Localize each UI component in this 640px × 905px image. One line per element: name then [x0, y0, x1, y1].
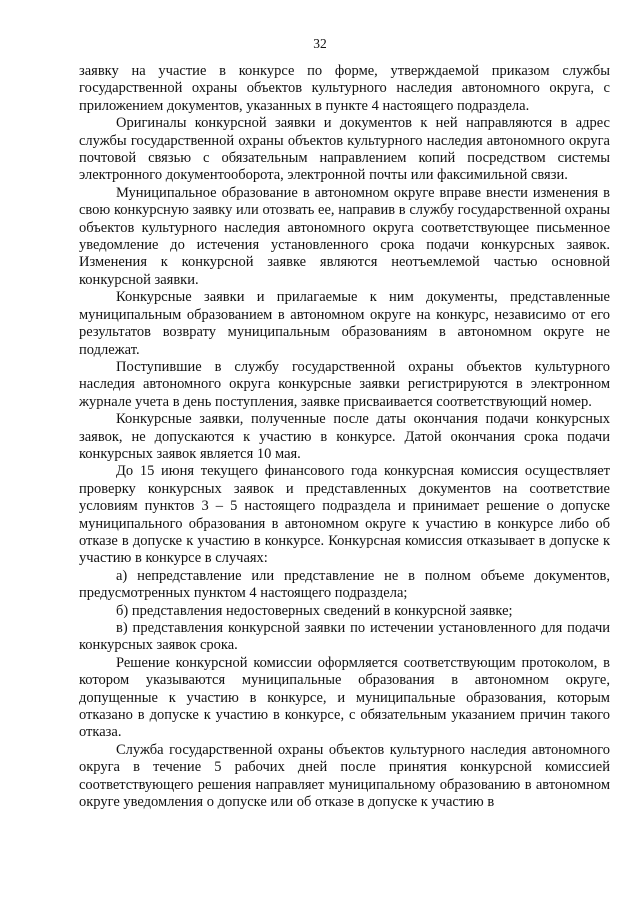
paragraph-8: Решение конкурсной комиссии оформляется соответствующим протоколом, в котором указываются муниципальные образования в автономном округе, допущенные к участию в конкурсе, и муниципальные образования, которым отказано в допуске к участию в конкурсе, с обязательным указанием причин такого отказа.	[79, 654, 610, 741]
paragraph-6: Конкурсные заявки, полученные после даты окончания подачи конкурсных заявок, не допускаются к участию в конкурсе. Датой окончания срока подачи конкурсных заявок является 10 мая.	[79, 411, 610, 462]
paragraph-5: Поступившие в службу государственной охраны объектов культурного наследия автономного округа конкурсные заявки регистрируются в электронном журнале учета в день поступления, заявке присваивается соответствующий номер.	[79, 358, 610, 410]
paragraph-1: заявку на участие в конкурсе по форме, утверждаемой приказом службы государственной охраны объектов культурного наследия автономного округа, с приложением документов, указанных в пункте 4 настоящего подраздела.	[79, 63, 610, 114]
paragraph-2: Оригиналы конкурсной заявки и документов к ней направляются в адрес службы государственной охраны объектов культурного наследия автономного округа почтовой связью с обязательным направлением копий посредством системы электронного документооборота, электронной почты или факсимильной связи.	[79, 115, 610, 184]
page-number: 32	[313, 36, 327, 51]
document-body	[79, 63, 610, 811]
paragraph-4: Конкурсные заявки и прилагаемые к ним документы, представленные муниципальным образованием в автономном округе на конкурс, независимо от его результатов возврату муниципальным образованиям в автономном округе не подлежат.	[79, 289, 610, 358]
list-item-a: а) непредставление или представление не в полном объеме документов, предусмотренных пунктом 4 настоящего подраздела;	[79, 567, 610, 602]
paragraph-7: До 15 июня текущего финансового года конкурсная комиссия осуществляет проверку конкурсных заявок и представленных документов на соответствие условиям пунктов 3 – 5 настоящего подраздела и принимает решение о допуске муниципального образования в автономном округе к участию в конкурсе либо об отказе в допуске к участию в конкурсе. Конкурсная комиссия отказывает в допуске к участию в конкурсе в случаях:	[79, 463, 610, 567]
paragraph-3: Муниципальное образование в автономном округе вправе внести изменения в свою конкурсную заявку или отозвать ее, направив в службу государственной охраны объектов культурного наследия автономного округа соответствующее письменное уведомление до истечения установленного срока подачи конкурсных заявок. Изменения к конкурсной заявке являются неотъемлемой частью основной конкурсной заявки.	[79, 184, 610, 288]
paragraph-9: Служба государственной охраны объектов культурного наследия автономного округа в течение 5 рабочих дней после принятия конкурсной комиссией соответствующего решения направляет муниципальному образованию в автономном округе уведомления о допуске или об отказе в допуске к участию в	[79, 741, 610, 811]
list-item-b: б) представления недостоверных сведений в конкурсной заявке;	[116, 602, 513, 619]
list-item-c: в) представления конкурсной заявки по истечении установленного для подачи конкурсных заявок срока.	[79, 620, 610, 654]
